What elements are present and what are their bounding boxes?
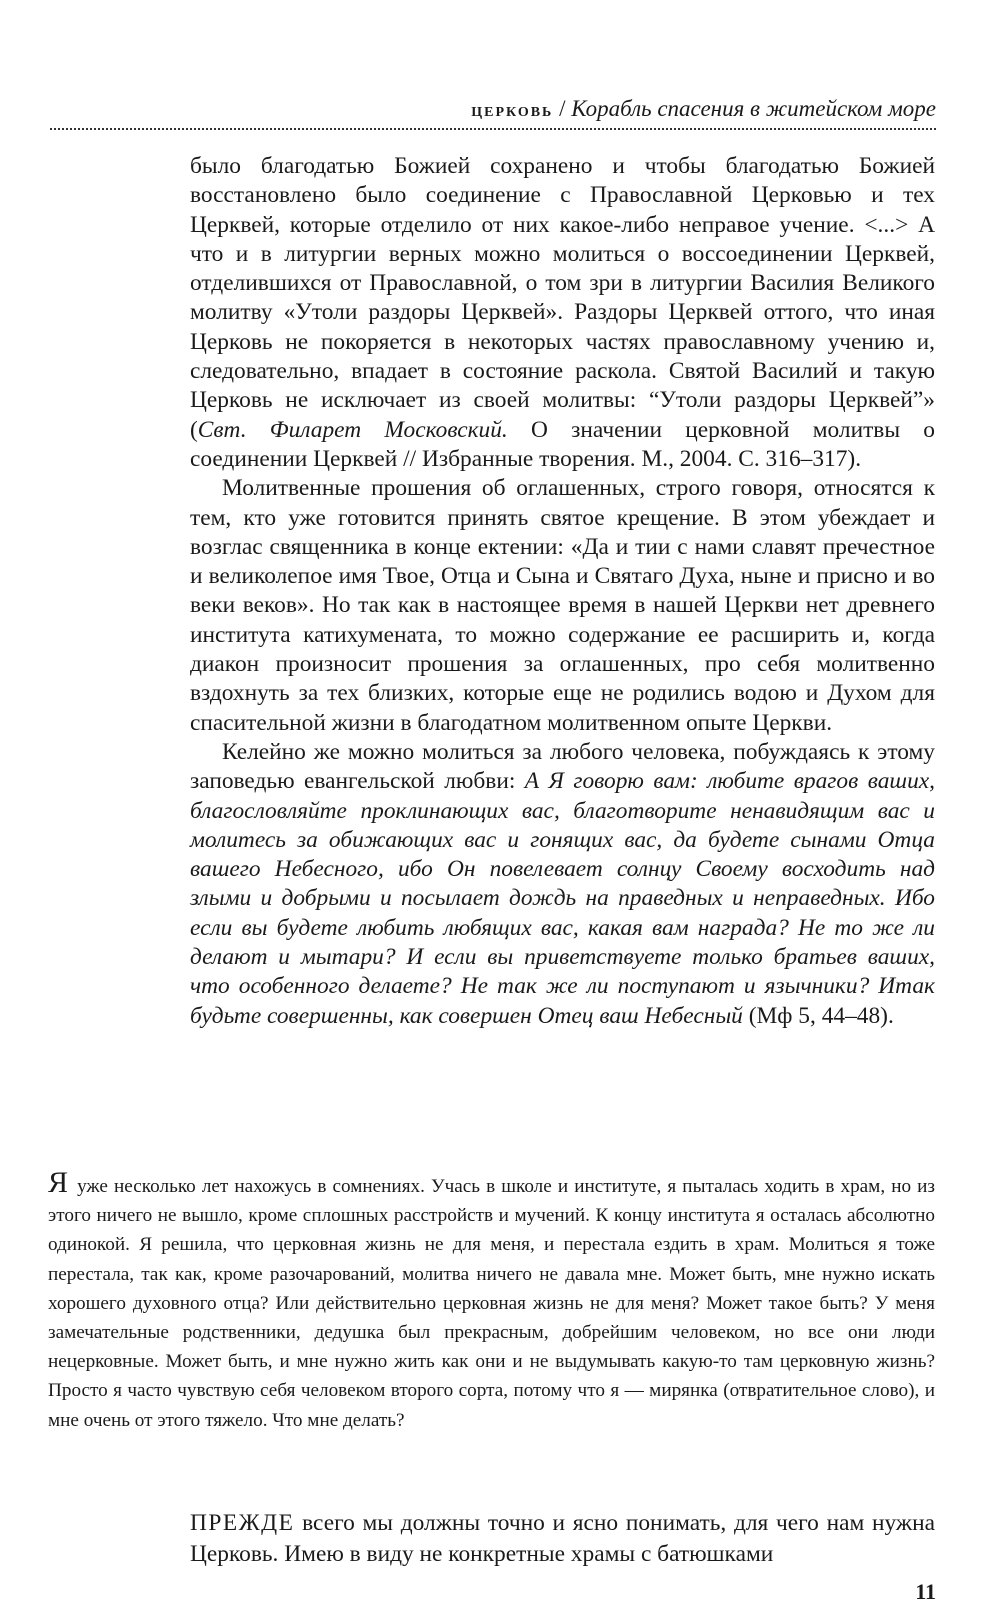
reader-question [48,1166,935,1435]
citation-author: Свт. Филарет Московский. [197,416,508,443]
answer-lead-word: ПРЕЖДЕ [190,1510,295,1536]
page-number: 11 [915,1579,936,1604]
header-section: церковь [471,99,554,121]
paragraph-1-text-b: О значении церковной молитвы о соединении Церквей // Избранные творения. М., 2004. С. 316–317). [190,416,935,472]
scripture-reference: (Мф 5, 44–48). [742,1002,894,1029]
answer-body: всего мы должны точно и ясно понимать, для чего нам нужна Церковь. Имею в виду не конкретные храмы с батюшками [190,1510,935,1567]
paragraph-3-text: Келейно же можно молиться за любого человека, побуждаясь к этому заповедью евангельской любви: [190,738,935,795]
paragraph-1-text-a: было благодатью Божией сохранено и чтобы благодатью Божией восстановлено было соединение с Православной Церковью и тех Церквей, которые отделило от них какое-либо неправое учение. <...> А что и в литургии верных можно молиться о воссоединении Церквей, отделившихся от Православной, о том зри в литургии Василия Великого молитву «Утоли раздоры Церквей». Раздоры Церквей оттого, что иная Церковь не покоряется в некоторых частях православному учению и, следовательно, впадает в состояние раскола. Святой Василий и такую Церковь не исключает из своей молитвы: “Утоли раздоры Церквей”» ( [190,153,935,443]
header-subtitle: Корабль спасения в житейском море [571,96,936,121]
paragraph-1 [190,152,935,474]
main-text [190,152,935,1031]
paragraph-3 [190,738,935,1031]
scripture-quote: А Я говорю вам: любите врагов ваших, благословляйте проклинающих вас, благотворите ненавидящим вас и молитесь за обижающих вас и гонящих вас, да будете сынами Отца вашего Небесного, ибо Он повелевает солнцу Своему восходить над злыми и добрыми и посылает дождь на праведных и неправедных. Ибо если вы будете любить любящих вас, какая вам награда? Не то же ли делают и мытари? И если вы приветствуете только братьев ваших, что особенного делаете? Не так же ли поступают и язычники? Итак будьте совершенны, как совершен Отец ваш Небесный [190,768,935,1029]
paragraph-2: Молитвенные прошения об оглашенных, строго говоря, относятся к тем, кто уже готовится принять святое крещение. В этом убеждает и возглас священника в конце ектении: «Да и тии с нами славят пречестное и великолепое имя Твое, Отца и Сына и Святаго Духа, ныне и присно и во веки веков». Но так как в настоящее время в нашей Церкви нет древнего института катихумената, то можно содержание ее расширить и, когда диакон произносит прошения за оглашенных, про себя молитвенно вздохнуть за тех близких, которые еще не родились водою и Духом для спасительной жизни в благодатном молитвенном опыте Церкви. [190,475,935,736]
question-text: уже несколько лет нахожусь в сомнениях. Учась в школе и институте, я пыталась ходить в храм, но из этого ничего не вышло, кроме сплошных расстройств и мучений. К концу института я осталась абсолютно одинокой. Я решила, что церковная жизнь не для меня, и перестала ездить в храм. Молиться я тоже перестала, так как, кроме разочарований, молитва ничего не давала мне. Может быть, мне нужно искать хорошего духовного отца? Или действительно церковная жизнь не для меня? Может такое быть? У меня замечательные родственники, дедушка был прекрасным, добрейшим человеком, но все они люди нецерковные. Может быть, и мне нужно жить как они и не выдумывать какую-то там церковную жизнь? Просто я часто чувствую себя человеком второго сорта, потому что я — мирянка (отвратительное слово), и мне очень от этого тяжело. Что мне делать? [48,1176,935,1431]
question-dropcap: Я [48,1166,69,1199]
answer-text [190,1508,935,1570]
header-separator: / [553,96,572,121]
running-header [50,96,936,130]
